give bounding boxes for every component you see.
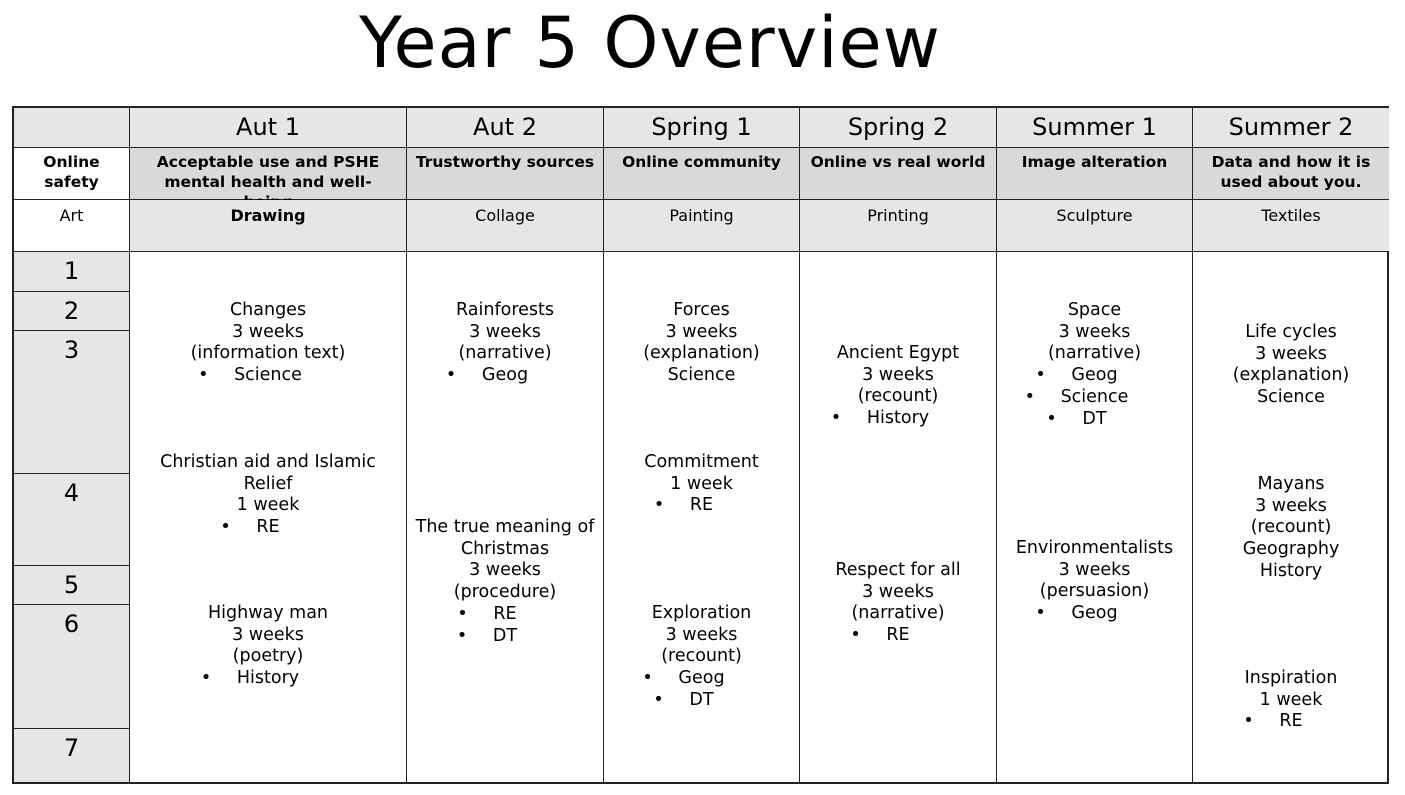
term-header-summer1: Summer 1 [997,108,1193,148]
unit-line: Geography [1242,539,1340,560]
unit-subject-bullet [130,668,406,690]
unit-subject: • DT [1082,409,1106,431]
unit-line: The true meaning of [415,517,595,537]
online-safety-summer1: Image alteration [997,148,1193,200]
aut2-units [407,252,604,782]
unit-line: (recount) [857,386,939,407]
online-safety-spring2: Online vs real world [800,148,997,200]
unit-subject: • Geog [482,365,528,387]
unit-line: 3 weeks [1058,559,1131,580]
art-aut2: Collage [407,200,604,252]
term-header-spring2: Spring 2 [800,108,997,148]
week-3: 3 [14,331,130,474]
unit-line: (procedure) [453,582,557,603]
unit-subject: • DT [689,690,713,712]
unit-line: Mayans [1257,474,1325,494]
summer2-units [1193,252,1389,782]
unit-line: (poetry) [232,646,304,667]
unit-line: Space [1067,300,1122,320]
unit-block [604,603,799,712]
unit-line: 1 week [670,473,733,494]
unit-subject: • History [237,668,299,690]
unit-subject-bullet [407,626,603,648]
unit-subject-bullet [604,495,799,517]
art-spring1: Painting [604,200,800,252]
spring2-units [800,252,997,782]
week-6: 6 [14,605,130,729]
week-1: 1 [14,252,130,292]
spring1-units [604,252,800,782]
unit-block [130,452,406,539]
unit-subject: • RE [690,495,713,517]
unit-line: (persuasion) [1039,581,1150,602]
unit-line: Changes [229,300,307,320]
unit-subject: • Science [1061,387,1129,409]
unit-subject-bullet [997,387,1192,409]
term-header-aut1: Aut 1 [130,108,407,148]
unit-line: Ancient Egypt [836,343,960,363]
unit-line: 3 weeks [232,321,304,342]
unit-line: (explanation) [1232,365,1350,386]
unit-subject-bullet [997,603,1192,625]
unit-line: 3 weeks [1058,321,1131,342]
unit-line: 3 weeks [862,581,934,602]
overview-table [12,106,1389,784]
unit-block [1193,474,1389,583]
unit-subject: • Geog [1071,365,1117,387]
unit-subject-bullet [800,625,996,647]
unit-line: Christmas [460,538,550,559]
unit-subject-bullet [1193,711,1389,733]
art-summer2: Textiles [1193,200,1389,252]
unit-line: Science [667,365,736,386]
unit-subject: • RE [493,604,516,626]
online-safety-aut1: Acceptable use and PSHE mental health and well- [130,148,407,200]
unit-block [997,300,1192,430]
unit-subject-bullet [604,668,799,690]
unit-line: 3 weeks [665,321,738,342]
unit-subject-bullet [604,690,799,712]
unit-subject: • History [867,408,929,430]
unit-line: (narrative) [458,343,552,364]
unit-block [1193,668,1389,733]
unit-subject: • Geog [678,668,724,690]
unit-subject: • RE [256,517,279,539]
unit-line: 3 weeks [862,364,934,385]
unit-line: Life cycles [1245,322,1337,342]
unit-subject-bullet [997,409,1192,431]
unit-line: Respect for all [835,560,961,580]
online-safety-spring1: Online community [604,148,800,200]
unit-subject: • RE [886,625,909,647]
unit-line: 3 weeks [469,560,541,581]
unit-line: 3 weeks [665,624,738,645]
unit-subject-bullet [130,365,406,387]
unit-block [1193,322,1389,409]
unit-subject: • Geog [1071,603,1117,625]
unit-line: (information text) [190,343,346,364]
unit-line: 3 weeks [469,321,541,342]
art-label: Art [14,200,130,252]
term-header-spring1: Spring 1 [604,108,800,148]
week-2: 2 [14,292,130,331]
corner-cell [14,108,130,148]
unit-line: (explanation) [643,343,760,364]
online-safety-summer2: Data and how it is used about you. [1193,148,1389,200]
unit-subject: • DT [493,626,517,648]
unit-line: Science [1257,387,1325,408]
unit-line: 3 weeks [232,624,304,645]
online-safety-aut2: Trustworthy sources [407,148,604,200]
unit-line: Relief [243,473,293,494]
unit-line: (recount) [1250,517,1332,538]
unit-block [997,538,1192,625]
unit-block [604,452,799,517]
term-header-summer2: Summer 2 [1193,108,1389,148]
unit-line: (recount) [661,646,742,667]
unit-block [800,560,996,647]
unit-line: Christian aid and Islamic [160,452,376,472]
unit-subject-bullet [130,517,406,539]
aut1-units [130,252,407,782]
page-title: Year 5 Overview [359,2,941,84]
unit-line: (narrative) [851,603,945,624]
unit-line: Highway man [207,603,329,623]
unit-line: (narrative) [1047,343,1142,364]
unit-block [604,300,799,387]
week-4: 4 [14,474,130,566]
unit-block [130,603,406,690]
term-header-aut2: Aut 2 [407,108,604,148]
unit-line: 3 weeks [1255,495,1327,516]
unit-block [407,300,603,387]
unit-block [130,300,406,387]
unit-subject: • RE [1279,711,1302,733]
week-5: 5 [14,566,130,605]
unit-block [800,343,996,430]
unit-line: 1 week [1259,689,1323,710]
unit-line: Inspiration [1244,668,1338,688]
week-7: 7 [14,729,130,782]
art-spring2: Printing [800,200,997,252]
unit-line: Forces [673,300,730,320]
online-safety-label: Online safety [14,148,130,200]
unit-line: Commitment [644,452,759,472]
unit-subject: • Science [234,365,302,387]
summer1-units [997,252,1193,782]
unit-line: Rainforests [456,300,554,320]
unit-line: 1 week [236,495,300,516]
unit-line: Environmentalists [1015,538,1174,558]
unit-block [407,517,603,647]
art-summer1: Sculpture [997,200,1193,252]
unit-line: 3 weeks [1255,343,1327,364]
unit-subject-bullet [407,365,603,387]
unit-line: History [1259,560,1323,581]
unit-subject-bullet [997,365,1192,387]
unit-subject-bullet [407,604,603,626]
unit-line: Exploration [651,603,752,623]
art-aut1: Drawing [130,200,407,252]
unit-subject-bullet [800,408,996,430]
